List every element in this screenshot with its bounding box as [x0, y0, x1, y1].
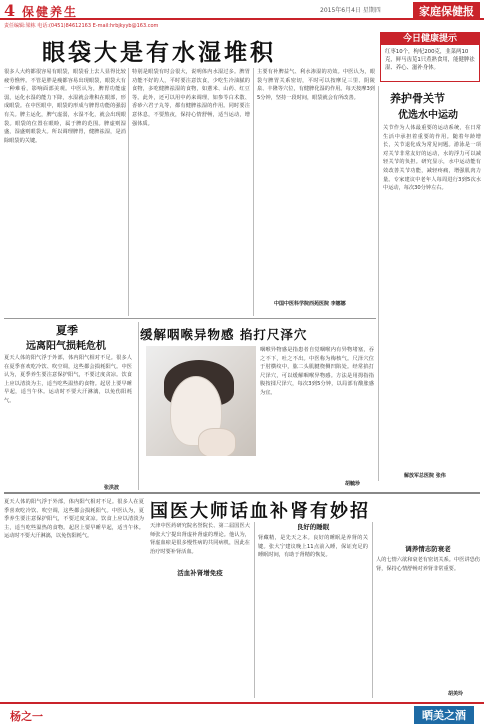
bottom-article-col1 [150, 580, 250, 698]
column-divider [138, 322, 139, 490]
section-divider [4, 318, 376, 319]
summer-article-author: 张洪波 [104, 485, 120, 491]
main-headline: 眼袋大是有水湿堆积 [42, 39, 276, 66]
main-article-col1: 很多人大约都很容易有眼袋，眼袋看上去人显得比较疲劳憔悴。不管是胖是瘦都容易出现眼袋，眼袋大有一种难看，影响面部美观。中医认为，脾胃功能虚弱，运化水湿的能力下降，水湿就会堆积在眼部，形成眼袋。在中医眼中，眼袋的形成与脾胃功能的强弱有关。脾主运化，脾气虚弱，水湿不化，就会出现眼袋。眼袋的位置在眼睑，属于脾的范围。脾虚则湿盛，湿盛则眼袋大。所以调理脾胃，健脾祛湿，是消除眼袋的关键。 [4, 69, 126, 144]
bottom-headline: 国医大师话血补肾有妙招 [150, 501, 370, 522]
footer-right-banner: 晒美之酒 [414, 706, 474, 724]
section-title: 保健养生 [22, 5, 79, 19]
column-divider [254, 522, 255, 698]
bottom-article-col3: 人的七情六欲和衰老有密切关系。中医讲恐伤肾，保持心情舒畅对养肾非常重要。 [376, 557, 480, 572]
column-divider [372, 522, 373, 698]
health-tip-box [380, 32, 480, 82]
main-article-col2: 特别是眼袋有时会很大，说明体内水湿过多。脾胃功能不好的人，平时要注意饮食，少吃生冷油腻的食物，多吃健脾祛湿的食物，如薏米、山药、红豆等。此外，还可以用中药来调理，如参苓白术散、香砂六君子丸等，都有健脾祛湿的作用。同时要注意休息，不要熬夜，保持心情舒畅，适当运动，增强体质。 [132, 69, 250, 127]
summer-article-title: 夏季 [56, 324, 78, 337]
column-divider [128, 68, 129, 316]
summer-article-body: 夏天人体的阳气浮于外部，体内阳气相对不足。很多人在夏季喜欢吃冷饮、吹空调，这些都会损耗阳气。中医认为，夏季养生要注意保护阳气，不要过度贪凉。饮食上应以清淡为主，适当吃些温热的食物。起居上要早睡早起，适当午休。运动时不要大汗淋漓，以免伤阳耗气。 [4, 355, 132, 404]
bottom-subhead-3: 调养情志防衰老 [405, 545, 451, 553]
article-photo [146, 346, 256, 456]
right-article-author: 解放军总医院 张伟 [404, 473, 446, 479]
footer-left-banner: 杨之一 [10, 710, 43, 723]
section-divider [4, 492, 480, 494]
right-article-body: 关节作为人体最重要的运动系统，在日常生活中承担着重要的作用。随着年龄增长，关节退化成为常见问题。游泳是一项对关节非常友好的运动，水的浮力可以减轻关节的负担。研究显示，水中运动能有效改善关节功能，减轻疼痛，增强肌肉力量。专家建议中老年人每周进行3到5次水中运动，每次30分钟左右。 [383, 125, 481, 192]
page-footer [0, 702, 484, 724]
bottom-article-intro: 天津中医药研究院名誉院长、第二届国医大师张大宁提出肾虚补肾虚的理论。他认为，肾虚血瘀是很多慢性病的共同病机，因此在治疗时要补肾活血。 [150, 523, 250, 555]
right-article-title: 养护骨关节 [390, 92, 445, 105]
bottom-subhead-1: 活血补肾增免疫 [177, 569, 223, 577]
column-divider [378, 86, 379, 481]
tip-title: 今日健康提示 [381, 33, 479, 45]
center-article-headline: 缓解咽喉异物感 掐打尺泽穴 [140, 327, 308, 342]
bottom-article-col2: 肾藏精，是先天之本。良好的睡眠是养肾的关键。张大宁建议晚上11点前入睡，保证充足的睡眠时间，有助于肾精的恢复。 [258, 535, 368, 559]
left-bottom-column: 夏天人体的阳气浮于外部，体内阳气相对不足。很多人在夏季喜欢吃冷饮、吹空调，这些都会损耗阳气。中医认为，夏季养生要注意保护阳气，不要过度贪凉。饮食上应以清淡为主，适当吃些温热的食物。起居上要早睡早起，适当午休。运动时不要大汗淋漓，以免伤阳耗气。 [4, 499, 144, 540]
page-header [0, 0, 484, 20]
center-photo-caption [146, 458, 256, 486]
tip-text: 红枣10个，枸杞200克，韭菜两10克，鲜马齿苋1只煮熟食用，能健脾祛湿、养心、滋补身体。 [385, 49, 475, 71]
newspaper-brand: 家庭保健报 [413, 2, 480, 20]
bottom-subhead-2: 良好的睡眠 [296, 523, 330, 531]
main-article-author: 中国中医科学院西苑医院 李娜娜 [274, 301, 346, 307]
center-article-author: 胡毓珍 [345, 481, 361, 487]
issue-date: 2015年6月4日 星期四 [320, 7, 381, 14]
right-article-subtitle: 优选水中运动 [398, 110, 458, 121]
bottom-article-author: 胡美玲 [448, 691, 464, 697]
page-number: 4 [4, 1, 16, 20]
main-article-col3: 主要有补脾益气、利水渗湿的功效。中医认为，眼袋与脾胃关系密切，平时可以按摩足三里、阴陵泉、丰隆等穴位，有健脾化湿的作用。每天按摩3到5分钟，坚持一段时间，眼袋就会有所改善。 [257, 69, 375, 101]
editor-line: 责任编辑:梁栋 电话:(0451)84612163 E-mail:hrbjkyyb@163.com [4, 23, 159, 29]
column-divider [253, 68, 254, 316]
summer-article-subtitle: 远离阳气损耗危机 [26, 341, 106, 352]
center-article-body: 咽喉异物感是指患者自觉咽喉内有异物堵塞，吞之不下，吐之不出。中医称为梅核气。尺泽穴位于肘横纹中，肱二头肌腱桡侧凹陷处。经常掐打尺泽穴，可以缓解咽喉异物感。方法是用拇指指腹按揉尺泽穴，每次3到5分钟，以局部有酸胀感为宜。 [260, 347, 374, 396]
